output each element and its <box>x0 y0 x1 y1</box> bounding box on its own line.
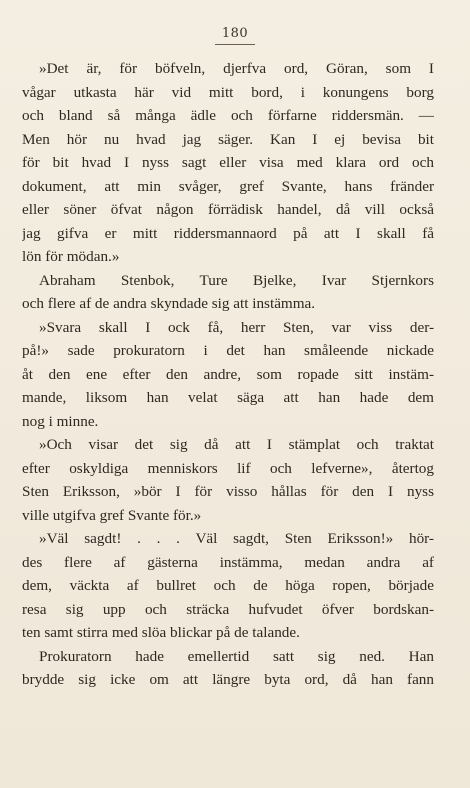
page-number: 180 <box>221 26 249 41</box>
text-line: Sten Eriksson, »bör I för visso hållas för den I nyss <box>22 483 434 500</box>
text-line: »Svara skall I ock få, herr Sten, var viss der- <box>39 318 434 336</box>
text-line: ten samt stirra med slöa blickar på de talande. <box>22 624 300 641</box>
page-number-rule <box>215 44 255 45</box>
text-line: vågar utkasta här vid mitt bord, i konungens borg <box>22 83 434 101</box>
text-line: Abraham Stenbok, Ture Bjelke, Ivar Stjernkors <box>39 271 434 289</box>
text-line: resa sig upp och sträcka hufvudet öfver bordskan- <box>22 600 434 618</box>
text-line: Prokuratorn hade emellertid satt sig ned. Han <box>39 647 434 665</box>
text-line: på!» sade prokuratorn i det han småleende nickade <box>22 342 434 359</box>
text-line: Men hör nu hvad jag säger. Kan I ej bevisa bit <box>22 130 434 148</box>
text-line: ville utgifva gref Svante för.» <box>22 506 202 524</box>
text-line: »Väl sagdt! . . . Väl sagdt, Sten Eriksson!» hör- <box>39 530 434 547</box>
body-text <box>22 57 434 692</box>
text-line: dem, väckta af bullret och de höga ropen, började <box>22 577 434 594</box>
text-line: för bit hvad I nyss sagt eller visa med klara ord och <box>22 154 434 171</box>
text-line: »Det är, för böfveln, djerfva ord, Göran, som I <box>39 60 434 77</box>
text-line: åt den ene efter den andre, som ropade sitt instäm- <box>22 365 434 383</box>
text-line: »Och visar det sig då att I stämplat och traktat <box>39 436 434 453</box>
text-line: dokument, att min svåger, gref Svante, hans fränder <box>22 177 434 195</box>
text-line: jag gifva er mitt riddersmannaord på att I skall få <box>22 224 434 242</box>
text-line: brydde sig icke om att längre byta ord, då han fann <box>22 671 434 688</box>
text-line: mande, liksom han velat säga att han hade dem <box>22 389 434 406</box>
text-line: efter oskyldiga menniskors lif och lefverne», återtog <box>22 459 434 477</box>
text-line: eller söner öfvat någon förrädisk handel, då vill också <box>22 201 434 218</box>
text-line: och bland så många ädle och förfarne riddersmän. — <box>22 107 434 124</box>
text-line: nog i minne. <box>22 412 99 430</box>
text-line: och flere af de andra skyndade sig att instämma. <box>22 295 316 312</box>
text-line: des flere af gästerna instämma, medan andra af <box>22 553 434 571</box>
text-line: lön för mödan.» <box>22 248 120 265</box>
